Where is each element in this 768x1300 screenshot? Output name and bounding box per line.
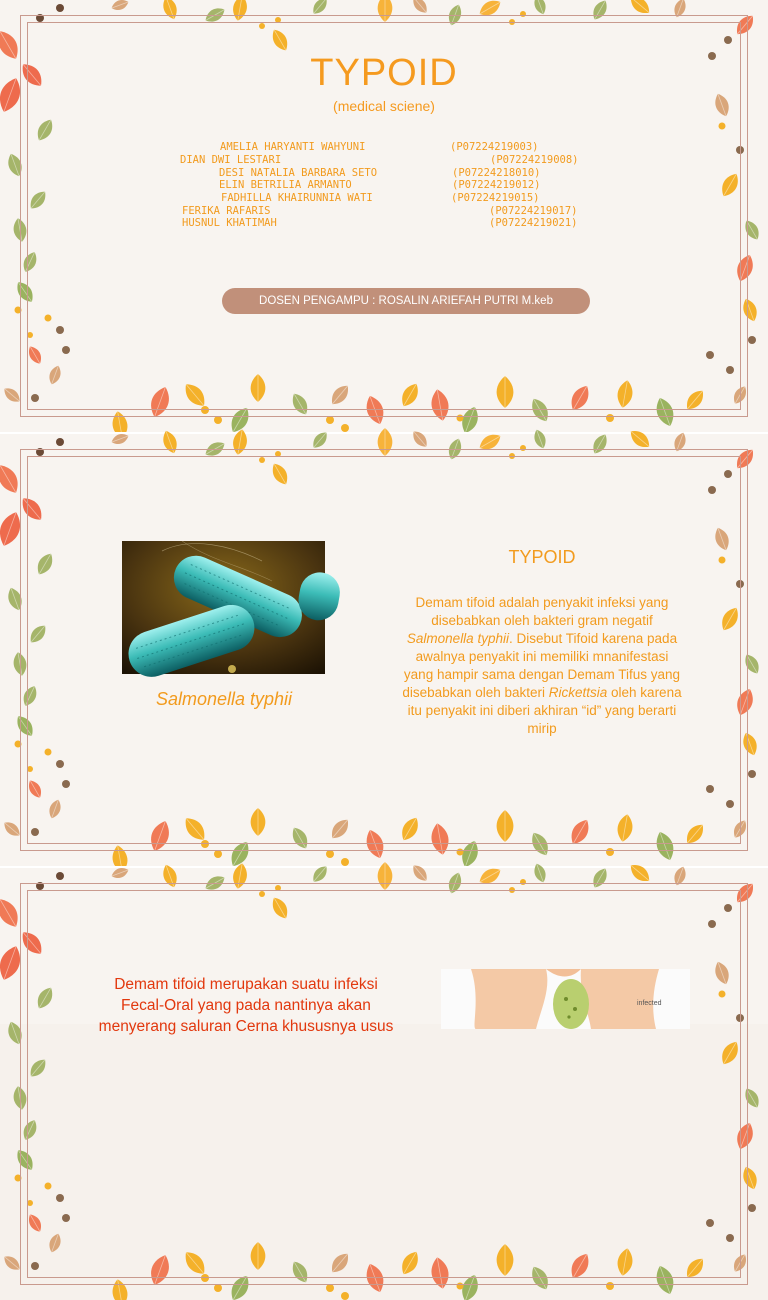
italic-term: Rickettsia [548, 685, 608, 700]
figure-label: infected [637, 1000, 662, 1007]
berry-shape [748, 1204, 756, 1212]
photo-caption: Salmonella typhii [155, 689, 293, 709]
berry-shape [326, 850, 334, 858]
berry-shape [56, 4, 64, 12]
berry-shape [748, 770, 756, 778]
berry-shape [341, 1292, 349, 1300]
text-run: . Disebut Tifoid karena pada awalnya penyakit ini memiliki mnanifestasi yang hampir sama dengan Demam Tifus yang disebabkan oleh bakteri [402, 631, 681, 700]
text-run: Demam tifoid adalah penyakit infeksi yang disebabkan oleh bakteri gram negatif [415, 595, 669, 628]
slide-2 [0, 434, 768, 866]
text-run: oleh karena itu penyakit ini diberi akhiran “id” yang berarti mirip [407, 685, 682, 736]
fecal-oral-paragraph [76, 974, 416, 1037]
digestive-tract-illustration [441, 969, 690, 1029]
berry-shape [341, 424, 349, 432]
definition-paragraph [402, 594, 682, 738]
slide-3 [0, 868, 768, 1035]
member-nim: (P07224219021) [489, 217, 578, 229]
member-name: HUSNUL KHATIMAH [182, 217, 277, 229]
member-name: AMELIA HARYANTI WAHYUNI [220, 141, 366, 153]
text-line: menyerang saluran Cerna khususnya usus [98, 1018, 394, 1035]
member-name: DESI NATALIA BARBARA SETO [219, 167, 378, 179]
berry-shape [56, 872, 64, 880]
member-nim: (P07224219015) [451, 192, 540, 204]
bacteria-photo [122, 541, 325, 674]
slide-subtitle: (medical sciene) [333, 98, 435, 114]
slide-frame-inner [27, 890, 741, 1278]
berry-shape [341, 858, 349, 866]
leaf-shape [410, 0, 431, 16]
berry-shape [214, 416, 222, 424]
berry-shape [748, 336, 756, 344]
text-line: Demam tifoid merupakan suatu infeksi [114, 976, 378, 993]
member-nim: (P07224219012) [452, 179, 541, 191]
slide-title: TYPOID [508, 547, 576, 567]
member-name: DIAN DWI LESTARI [180, 154, 282, 166]
member-nim: (P07224219003) [450, 141, 539, 153]
leaf-shape [110, 0, 130, 13]
berry-shape [214, 850, 222, 858]
text-line: Fecal-Oral yang pada nantinya akan [121, 997, 371, 1014]
member-name: FADHILLA KHAIRUNNIA WATI [221, 192, 373, 204]
slide-1 [0, 0, 768, 432]
berry-shape [214, 1284, 222, 1292]
berry-shape [326, 1284, 334, 1292]
berry-shape [56, 438, 64, 446]
lecturer-banner: DOSEN PENGAMPU : ROSALIN ARIEFAH PUTRI M.keb [222, 288, 590, 314]
slide-title: TYPOID [310, 52, 458, 94]
member-name: ELIN BETRILIA ARMANTO [219, 179, 352, 191]
leaf-shape [532, 0, 549, 16]
member-nim: (P07224218010) [452, 167, 541, 179]
member-name: FERIKA RAFARIS [182, 205, 271, 217]
member-nim: (P07224219017) [489, 205, 578, 217]
member-nim: (P07224219008) [490, 154, 579, 166]
berry-shape [326, 416, 334, 424]
italic-term: Salmonella typhii [406, 631, 509, 646]
